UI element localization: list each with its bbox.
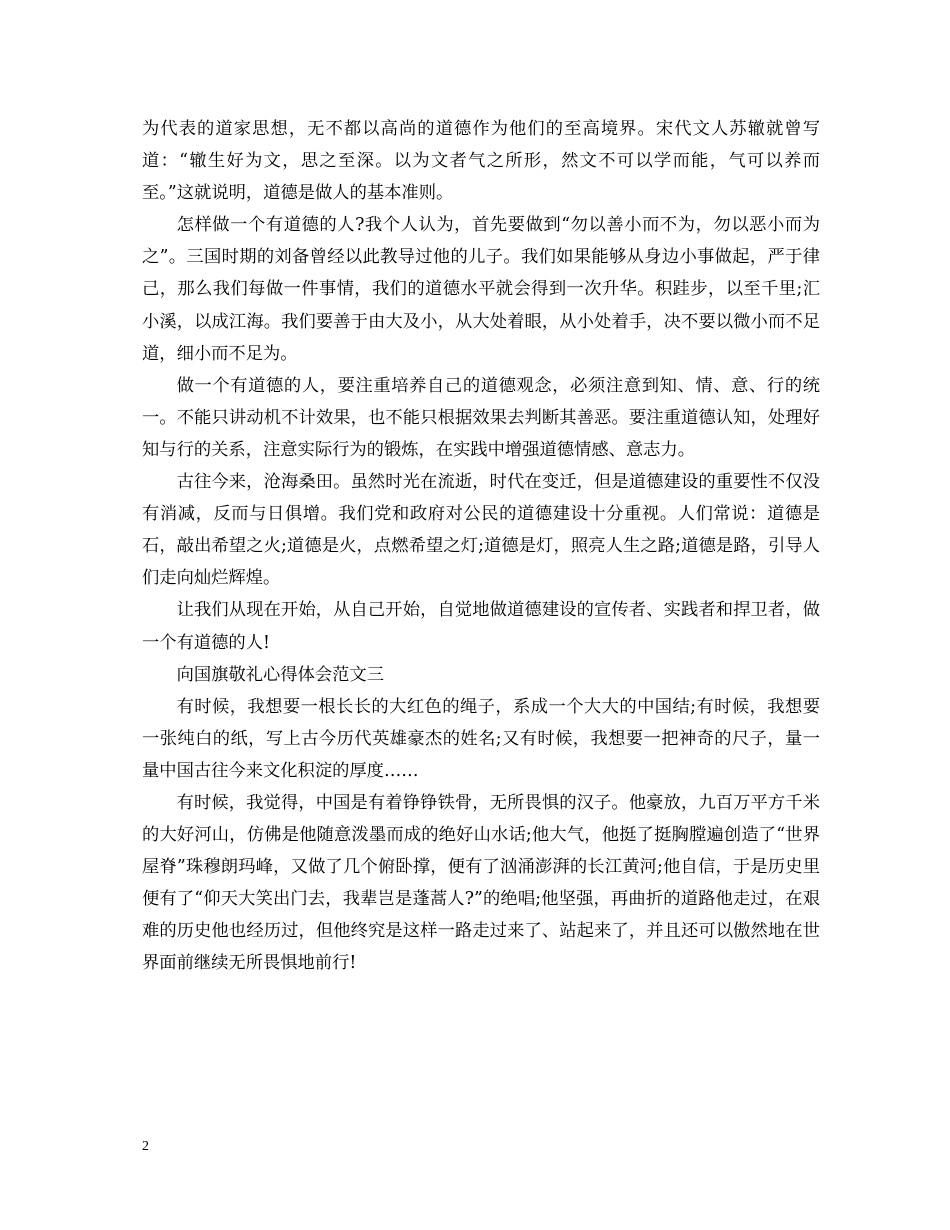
page-number: 2: [142, 1139, 149, 1154]
paragraph-continuation: 为代表的道家思想，无不都以高尚的道德作为他们的至高境界。宋代文人苏辙就曾写道：“辙生好为文，思之至深。以为文者气之所形，然文不可以学而能，气可以养而至。”这就说明，道德是做人的基本准则。: [142, 119, 820, 204]
paragraph-china-as-man: 有时候，我觉得，中国是有着铮铮铁骨，无所畏惧的汉子。他豪放，九百万平方千米的大好河山，仿佛是他随意泼墨而成的绝好山水话;他大气，他挺了挺胸膛遍创造了“世界屋脊”珠穆朗玛峰，又做了几个俯卧撑，便有了汹涌澎湃的长江黄河;他自信，于是历史里便有了“仰天大笑出门去，我辈岂是蓬蒿人?”的绝唱;他坚强，再曲折的道路他走过，在艰难的历史他也经历过，但他终究是这样一路走过来了、站起来了，并且还可以傲然地在世界面前继续无所畏惧地前行!: [142, 792, 820, 974]
document-body: [142, 113, 820, 980]
paragraph-moral-concepts: 做一个有道德的人，要注重培养自己的道德观念，必须注意到知、情、意、行的统一。不能只讲动机不计效果，也不能只根据效果去判断其善恶。要注重道德认知，处理好知与行的关系，注意实际行为的锻炼，在实践中增强道德情感、意志力。: [142, 375, 820, 460]
paragraph-moral-construction: 古往今来，沧海桑田。虽然时光在流逝，时代在变迁，但是道德建设的重要性不仅没有消减，反而与日俱增。我们党和政府对公民的道德建设十分重视。人们常说：道德是石，敲出希望之火;道德是火，点燃希望之灯;道德是灯，照亮人生之路;道德是路，引导人们走向灿烂辉煌。: [142, 472, 820, 589]
paragraph-how-to-be-moral: 怎样做一个有道德的人?我个人认为，首先要做到“勿以善小而不为，勿以恶小而为之”。三国时期的刘备曾经以此教导过他的儿子。我们如果能够从身边小事做起，严于律己，那么我们每做一件事情，我们的道德水平就会得到一次升华。积跬步，以至千里;汇小溪，以成江海。我们要善于由大及小，从大处着眼，从小处着手，决不要以微小而不足道，细小而不足为。: [142, 215, 820, 364]
paragraph-sometimes-wish: 有时候，我想要一根长长的大红色的绳子，系成一个大大的中国结;有时候，我想要一张纯白的纸，写上古今历代英雄豪杰的姓名;又有时候，我想要一把神奇的尺子，量一量中国古往今来文化积淀的厚度……: [142, 696, 820, 781]
section-heading: 向国旗敬礼心得体会范文三: [176, 664, 384, 685]
paragraph-call-to-action: 让我们从现在开始，从自己开始，自觉地做道德建设的宣传者、实践者和捍卫者，做一个有道德的人!: [142, 600, 820, 653]
